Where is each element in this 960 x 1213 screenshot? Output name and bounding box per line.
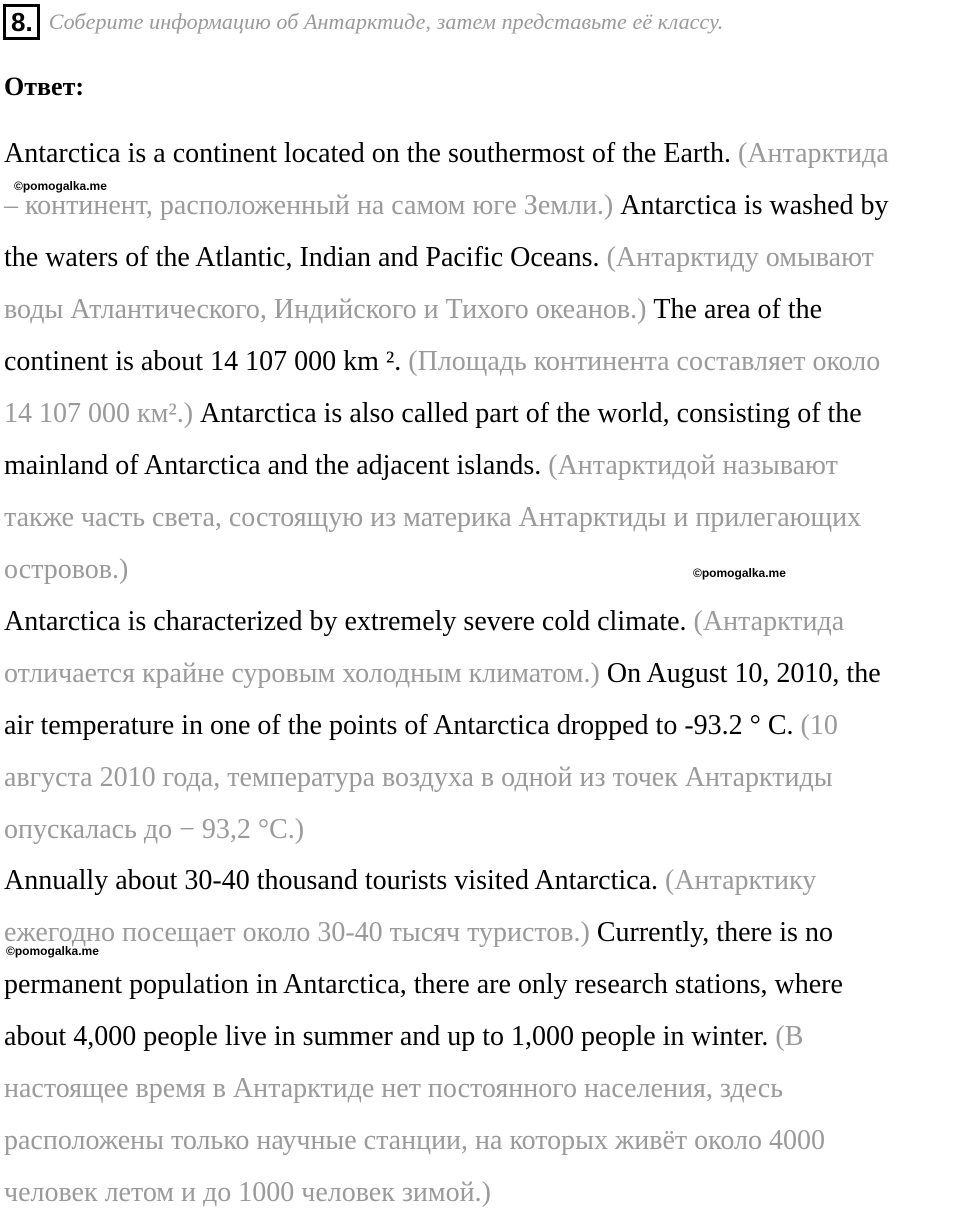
russian-translation: августа 2010 года, температура воздуха в одной из точек Антарктиды <box>4 762 833 793</box>
english-text: Annually about 30-40 thousand tourists visited Antarctica. <box>4 865 666 896</box>
text-line-18 <box>4 1017 960 1057</box>
english-text: mainland of Antarctica and the adjacent islands. <box>4 450 549 481</box>
russian-translation: человек летом и до 1000 человек зимой.) <box>4 1177 491 1208</box>
text-line-13 <box>4 758 960 798</box>
text-line-4 <box>4 290 960 330</box>
text-line-1 <box>4 134 960 174</box>
text-line-19 <box>4 1069 960 1109</box>
english-text: On August 10, 2010, the <box>606 658 881 689</box>
russian-translation: (Антарктику <box>665 865 817 896</box>
text-line-7 <box>4 446 960 486</box>
answer-label: Ответ: <box>4 72 85 101</box>
russian-translation: расположены только научные станции, на которых живёт около 4000 <box>4 1125 825 1156</box>
text-line-15 <box>4 861 960 901</box>
russian-translation: (Площадь континента составляет около <box>408 346 881 377</box>
task-number: 8. <box>3 4 40 40</box>
text-line-20 <box>4 1121 960 1161</box>
english-text: Antarctica is washed by <box>620 190 889 221</box>
text-line-5 <box>4 342 960 382</box>
russian-translation: (В <box>775 1021 804 1052</box>
watermark: ©pomogalka.me <box>14 179 107 193</box>
english-text: Currently, there is no <box>596 917 833 948</box>
text-line-16 <box>4 913 960 953</box>
english-text: Antarctica is characterized by extremely severe cold climate. <box>4 606 694 637</box>
russian-translation: (Антарктида <box>693 606 845 637</box>
text-line-2 <box>4 186 960 226</box>
english-text: Antarctica is a continent located on the southermost of the Earth. <box>4 138 738 169</box>
russian-translation: островов.) <box>4 554 129 585</box>
english-text: Antarctica is also called part of the world, consisting of the <box>200 398 862 429</box>
russian-translation: настоящее время в Антарктиде нет постоянного населения, здесь <box>4 1073 783 1104</box>
text-line-3 <box>4 238 960 278</box>
russian-translation: – континент, расположенный на самом юге Земли.) <box>4 190 621 221</box>
text-line-14 <box>4 810 960 850</box>
russian-translation: (Антарктиду омывают <box>606 242 874 273</box>
russian-translation: 14 107 000 км².) <box>4 398 201 429</box>
watermark: ©pomogalka.me <box>693 566 786 580</box>
russian-translation: воды Атлантического, Индийского и Тихого океанов.) <box>4 294 654 325</box>
text-line-21 <box>4 1173 960 1213</box>
english-text: permanent population in Antarctica, there are only research stations, where <box>4 969 843 1000</box>
task-header <box>3 4 723 40</box>
english-text: continent is about 14 107 000 km ². <box>4 346 409 377</box>
english-text: The area of the <box>653 294 823 325</box>
russian-translation: (Антарктида <box>738 138 889 169</box>
text-line-11 <box>4 654 960 694</box>
russian-translation: ежегодно посещает около 30-40 тысяч туристов.) <box>4 917 597 948</box>
text-line-12 <box>4 706 960 746</box>
russian-translation: (10 <box>800 710 838 741</box>
text-line-17 <box>4 965 960 1005</box>
english-text: air temperature in one of the points of Antarctica dropped to -93.2 ° C. <box>4 710 801 741</box>
russian-translation: отличается крайне суровым холодным климатом.) <box>4 658 607 689</box>
text-line-6 <box>4 394 960 434</box>
english-text: the waters of the Atlantic, Indian and Pacific Oceans. <box>4 242 607 273</box>
watermark: ©pomogalka.me <box>6 944 99 958</box>
russian-translation: опускалась до − 93,2 °C.) <box>4 814 305 845</box>
english-text: about 4,000 people live in summer and up to 1,000 people in winter. <box>4 1021 776 1052</box>
russian-translation: (Антарктидой называют <box>548 450 838 481</box>
russian-translation: также часть света, состоящую из материка Антарктиды и прилегающих <box>4 502 862 533</box>
task-instruction: Соберите информацию об Антарктиде, затем представьте её классу. <box>48 9 724 34</box>
text-line-8 <box>4 498 960 538</box>
text-line-10 <box>4 602 960 642</box>
text-line-9 <box>4 550 960 590</box>
